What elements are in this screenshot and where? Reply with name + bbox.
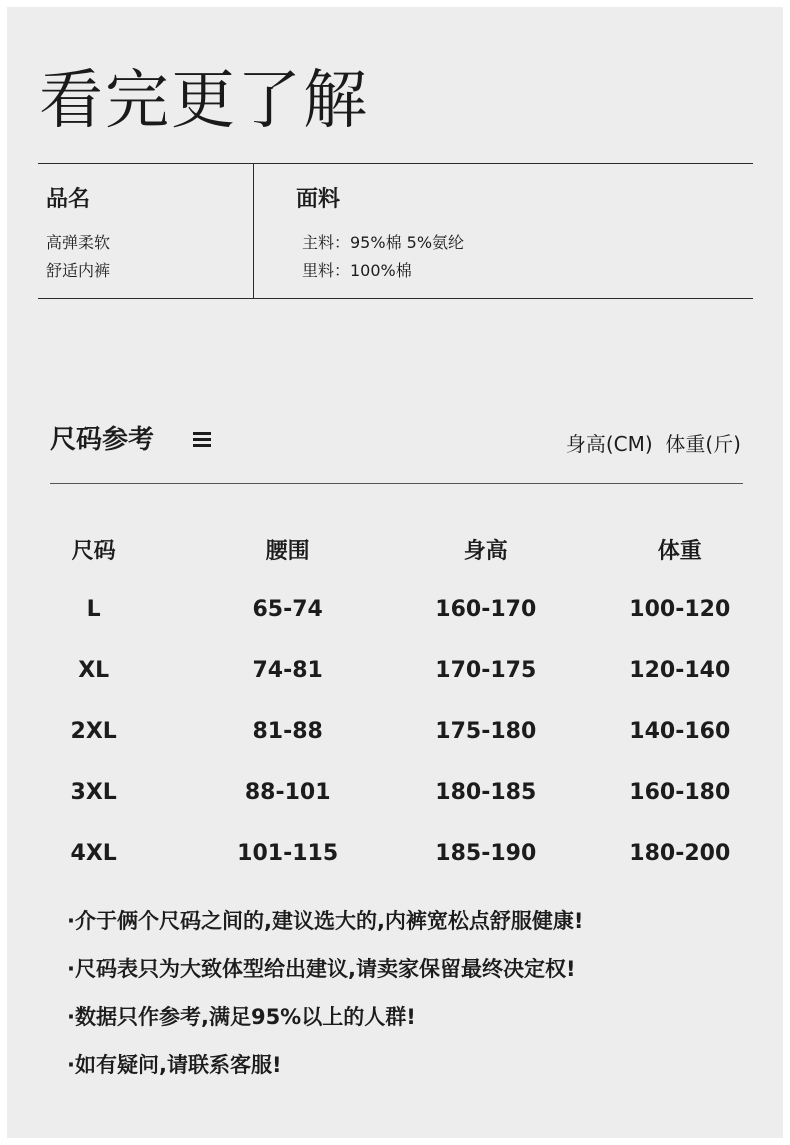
size-cell: XL <box>78 658 110 683</box>
notes-list <box>67 907 584 1099</box>
waist-cell: 65-74 <box>252 597 323 622</box>
page-title: 看完更了解 <box>39 64 369 138</box>
size-guide-page <box>7 7 783 1138</box>
note-item: ·如有疑问,请联系客服! <box>67 1053 282 1077</box>
fabric-main-line: 主料：95%棉 5%氨纶 <box>302 233 465 252</box>
size-cell: 2XL <box>70 719 117 744</box>
height-cell: 170-175 <box>435 658 537 683</box>
waist-cell: 101-115 <box>237 841 339 866</box>
weight-cell: 180-200 <box>629 841 731 866</box>
table-row <box>7 701 783 762</box>
weight-cell: 160-180 <box>629 780 731 805</box>
size-cell: L <box>86 597 101 622</box>
height-cell: 180-185 <box>435 780 537 805</box>
size-table <box>7 519 783 884</box>
table-row <box>7 823 783 884</box>
height-cell: 160-170 <box>435 597 537 622</box>
weight-cell: 120-140 <box>629 658 731 683</box>
note-item: ·尺码表只为大致体型给出建议,请卖家保留最终决定权! <box>67 957 576 981</box>
height-cell: 175-180 <box>435 719 537 744</box>
table-row <box>7 762 783 823</box>
fabric-cell <box>254 164 753 298</box>
table-row <box>7 640 783 701</box>
product-info-table <box>38 163 753 299</box>
product-name-line: 高弹柔软 <box>46 233 111 252</box>
product-name-cell <box>38 164 254 298</box>
height-cell: 185-190 <box>435 841 537 866</box>
size-cell: 4XL <box>70 841 117 866</box>
section-divider <box>50 483 743 484</box>
column-header-weight: 体重 <box>657 538 702 564</box>
column-header-height: 身高 <box>463 538 508 564</box>
column-header-size: 尺码 <box>71 538 116 564</box>
note-item: ·数据只作参考,满足95%以上的人群! <box>67 1005 416 1029</box>
units-label: 身高(CM) 体重(斤) <box>565 432 741 456</box>
waist-cell: 88-101 <box>244 780 331 805</box>
weight-cell: 100-120 <box>629 597 731 622</box>
column-header-waist: 腰围 <box>265 538 310 564</box>
product-name-line: 舒适内裤 <box>46 261 111 280</box>
table-header-row <box>7 519 783 579</box>
table-row <box>7 579 783 640</box>
product-name-title: 品名 <box>46 187 91 212</box>
waist-cell: 74-81 <box>252 658 323 683</box>
size-reference-title: 尺码参考 <box>50 425 155 455</box>
menu-icon <box>193 432 211 448</box>
fabric-title: 面料 <box>296 187 341 212</box>
size-cell: 3XL <box>70 780 117 805</box>
waist-cell: 81-88 <box>252 719 323 744</box>
weight-cell: 140-160 <box>629 719 731 744</box>
fabric-lining-line: 里料：100%棉 <box>302 261 412 280</box>
note-item: ·介于俩个尺码之间的,建议选大的,内裤宽松点舒服健康! <box>67 909 584 933</box>
